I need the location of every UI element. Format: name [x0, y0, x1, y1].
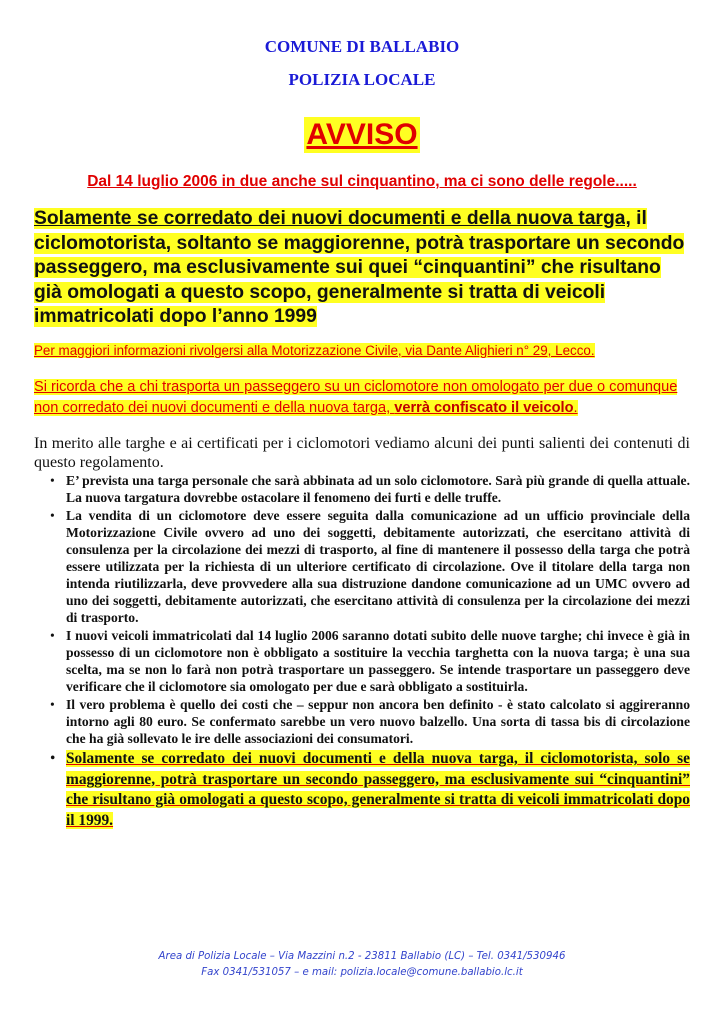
notice-title — [34, 117, 690, 153]
bullet-icon: • — [50, 750, 56, 767]
list-item-text: Il vero problema è quello dei costi che – seppur non ancora ben definito - è stato calcolato si aggireranno intorno agli 80 euro. Se confermato sarebbe un vero nuovo balzello. Una sorta di tassa bis di circolazione che ha già sollevato le ire delle associazioni dei consumatori. — [66, 697, 690, 746]
list-item — [34, 507, 690, 626]
list-item-text: I nuovi veicoli immatricolati dal 14 luglio 2006 saranno dotati subito delle nuove targhe; chi invece è già in possesso di un ciclomotore non è obbligato a sostituire la vecchia targhetta con la nuova targa; è una sua scelta, ma se non lo farà non potrà trasportare un passeggero. Se intende trasportare un passeggero deve verificare che il ciclomotore sia omologato per due e sarà obbligato a sostituirla. — [66, 628, 690, 694]
list-item-text: E’ prevista una targa personale che sarà abbinata ad un solo ciclomotore. Sarà più grande di quella attuale. La nuova targatura dovrebbe ostacolare il fenomeno dei furti e delle truffe. — [66, 473, 690, 505]
warning-bold: verrà confiscato il veicolo — [394, 400, 574, 416]
bullet-icon: • — [50, 697, 55, 712]
notice-subtitle: Dal 14 luglio 2006 in due anche sul cinquantino, ma ci sono delle regole..... — [87, 173, 637, 190]
notice-title-text: AVVISO — [306, 118, 418, 151]
bullet-icon: • — [50, 508, 55, 523]
bullet-icon: • — [50, 473, 55, 488]
list-item — [34, 627, 690, 695]
municipality-name: COMUNE DI BALLABIO — [264, 37, 460, 56]
warning-paragraph — [34, 377, 694, 419]
list-item — [34, 696, 690, 747]
warning-text: Si ricorda che a chi trasporta un passeggero su un ciclomotore non omologato per due o comunque non corredato dei nuovi documenti e della nuova targa, — [34, 379, 678, 416]
bullet-icon: • — [50, 628, 55, 643]
highlight-paragraph — [34, 207, 694, 330]
list-item-text: Solamente se corredato dei nuovi documenti e della nuova targa, il ciclomotorista, solo se maggiorenne, potrà trasportare un secondo passeggero, ma esclusivamente sui “cinquantini” che risultano già omologati a questo scopo, generalmente si tratta di veicoli immatricolati dopo il 1999. — [66, 750, 690, 829]
list-item — [34, 472, 690, 506]
list-item-text: La vendita di un ciclomotore deve essere seguita dalla comunicazione ad un ufficio provinciale della Motorizzazione Civile ovvero ad uno dei soggetti, debitamente autorizzati, che esercitano attività di consulenza per la circolazione dei mezzi di trasporto, al fine di mantenere il possesso della targa che potrà essere utilizzata per la richiesta di un ulteriore certificato di circolazione. Ove il titolare della targa non intenda riutilizzarla, deve provvedere alla sua distruzione dandone comunicazione ad un UMC ovvero ad uno dei soggetti, debitamente autorizzati, che esercitano attività di consulenza per la circolazione dei mezzi di trasporto. — [66, 508, 690, 625]
warning-end: . — [573, 400, 578, 416]
footer-contacts: Fax 0341/531057 – e mail: polizia.locale@comune.ballabio.lc.it — [201, 967, 523, 978]
info-text: Per maggiori informazioni rivolgersi alla Motorizzazione Civile, via Dante Alighieri n° 29, Lecco. — [34, 343, 595, 358]
footer — [34, 949, 690, 981]
footer-address: Area di Polizia Locale – Via Mazzini n.2 - 23811 Ballabio (LC) – Tel. 0341/530946 — [158, 951, 566, 962]
department-name: POLIZIA LOCALE — [288, 70, 436, 89]
info-line — [34, 343, 694, 358]
highlight-underlined: Solamente se corredato dei nuovi documenti e della nuova targa — [34, 208, 626, 229]
highlight-rest: , il ciclomotorista, soltanto se maggiorenne, potrà trasportare un secondo passeggero, ma esclusivamente sui quei “cinquantini” che risultano già omologati a questo scopo, generalmente si tratta di veicoli immatricolati dopo l’anno 1999 — [34, 208, 685, 327]
rules-list — [34, 472, 690, 832]
intro-paragraph: In merito alle targhe e ai certificati per i ciclomotori vediamo alcuni dei punti salienti dei contenuti di questo regolamento. — [34, 435, 690, 471]
list-item-highlighted — [34, 749, 690, 831]
